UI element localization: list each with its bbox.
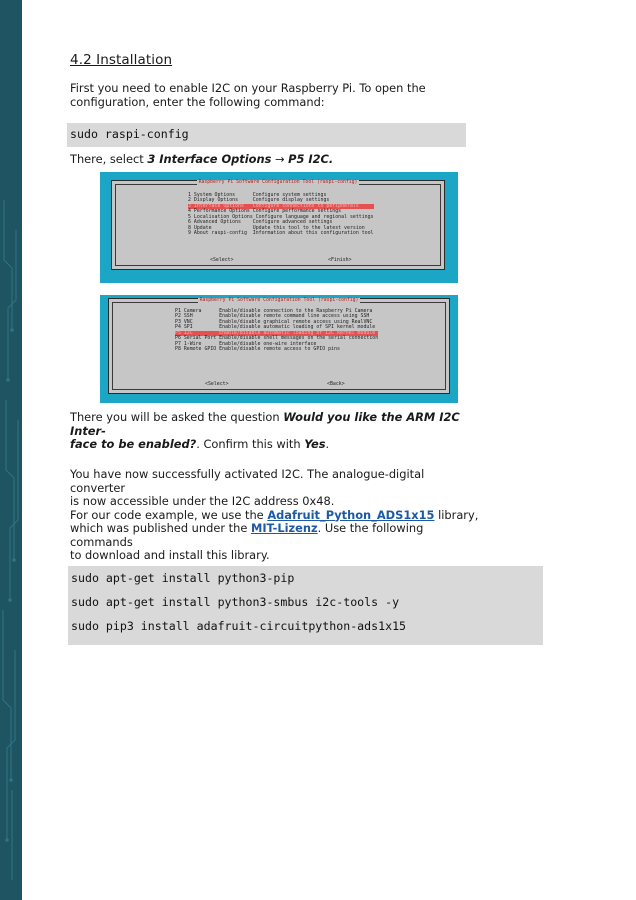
select-button[interactable]: <Select> <box>205 381 229 387</box>
back-button[interactable]: <Back> <box>327 381 345 387</box>
decorative-sidebar <box>0 0 22 900</box>
question-prefix: There you will be asked the question <box>70 410 284 424</box>
intro-paragraph <box>70 82 470 109</box>
code-block-install[interactable] <box>68 566 543 645</box>
select-button[interactable]: <Select> <box>210 257 234 263</box>
dialog-window <box>111 180 445 270</box>
menu-item[interactable]: 3 Interface Options Configure connections to peripherals <box>188 204 374 209</box>
intro-line-1: First you need to enable I2C on your Raspberry Pi. To open the <box>70 81 426 95</box>
menu-item[interactable]: P1 Camera Enable/disable connection to the Raspberry Pi Camera <box>175 308 373 314</box>
command-ads1x15[interactable]: sudo pip3 install adafruit-circuitpython-ads1x15 <box>71 619 407 633</box>
question-bold-2: face to be enabled? <box>70 437 197 451</box>
menu-item[interactable]: P4 SPI Enable/disable automatic loading of SPI kernel module <box>175 324 376 331</box>
adafruit-library-link[interactable]: Adafruit_Python_ADS1x15 <box>267 507 435 522</box>
menu-item[interactable]: 8 Update Update this tool to the latest version <box>188 224 365 231</box>
menu-option-i2c: P5 I2C. <box>288 152 334 166</box>
menu-item[interactable]: 2 Display Options Configure display settings <box>188 197 330 204</box>
finish-button[interactable]: <Finish> <box>328 257 352 263</box>
question-paragraph <box>70 411 470 452</box>
menu-item[interactable]: 5 Localisation Options Configure language and regional settings <box>188 213 374 220</box>
question-bold-1: Would you like the ARM I2C Inter- <box>70 410 460 438</box>
select-prefix: There, select <box>70 152 148 166</box>
dialog-window <box>108 298 450 394</box>
menu-option-interface: 3 Interface Options <box>147 152 272 166</box>
success-line-4: which was published under the <box>70 521 251 535</box>
menu-item[interactable]: P8 Remote GPIO Enable/disable remote access to GPIO pins <box>175 346 340 353</box>
code-block-raspi-config[interactable] <box>67 123 466 147</box>
success-line-2: is now accessible under the I2C address 0x48. <box>70 494 335 508</box>
mit-license-link[interactable]: MIT-Lizenz <box>250 521 318 535</box>
menu-item[interactable]: 9 About raspi-config Information about this configuration tool <box>188 230 374 237</box>
success-line-3: For our code example, we use the <box>70 507 268 522</box>
main-menu-list <box>188 193 374 237</box>
section-title: 4.2 Installation <box>70 52 173 68</box>
circuit-pattern-icon <box>0 0 22 900</box>
intro-line-2: configuration, enter the following command: <box>70 94 325 109</box>
command-text[interactable]: sudo raspi-config <box>70 127 189 141</box>
question-suffix: . Confirm this with <box>196 437 305 451</box>
answer-yes: Yes <box>304 437 326 451</box>
command-pip[interactable]: sudo apt-get install python3-pip <box>71 571 295 585</box>
menu-item[interactable]: 6 Advanced Options Configure advanced settings <box>188 219 333 226</box>
dialog-title: Raspberry Pi Software Configuration Tool (raspi-config) <box>198 180 358 185</box>
commands-intro: . Use the following commands <box>70 521 424 549</box>
menu-item[interactable]: P3 VNC Enable/disable graphical remote access using RealVNC <box>175 318 373 325</box>
menu-item[interactable]: P2 SSH Enable/disable remote command line access using SSH <box>175 313 370 320</box>
period: . <box>325 437 330 451</box>
success-line-1: You have now successfully activated I2C. The analogue-digital converter <box>70 467 425 495</box>
menu-item[interactable]: 4 Performance Options Configure performance settings <box>188 208 342 215</box>
success-paragraph <box>70 468 480 563</box>
raspi-config-interface-screenshot <box>100 295 458 403</box>
select-instruction <box>70 153 490 167</box>
raspi-config-main-screenshot <box>100 172 458 283</box>
interface-menu-list <box>175 309 378 353</box>
arrow-text: → <box>271 152 289 166</box>
menu-item[interactable]: P5 I2C Enable/disable automatic loading of I2C kernel module <box>175 331 378 336</box>
command-smbus[interactable]: sudo apt-get install python3-smbus i2c-tools -y <box>71 595 400 609</box>
dialog-title: Raspberry Pi Software Configuration Tool (raspi-config) <box>199 298 359 303</box>
menu-item[interactable]: 1 System Options Configure system settings <box>188 192 327 198</box>
menu-item[interactable]: P6 Serial Port Enable/disable shell messages on the serial connection <box>175 335 379 342</box>
success-line-5: to download and install this library. <box>70 548 270 562</box>
menu-item[interactable]: P7 1-Wire Enable/disable one-wire interface <box>175 340 317 347</box>
library-word: library, <box>434 507 479 522</box>
